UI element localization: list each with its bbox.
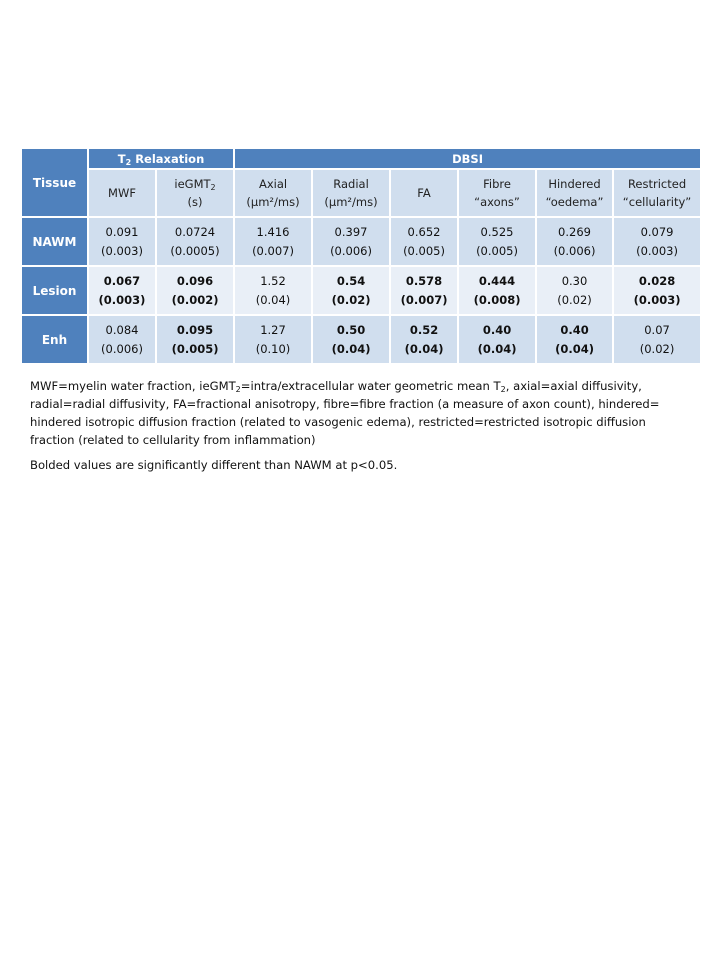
header-group-row [21,148,701,169]
table-cell: 0.652 (0.005) [390,217,458,266]
table-row [21,315,701,364]
t2-relaxation-header: $T_2$ Relaxation [88,148,234,169]
table-cell: 0.397 (0.006) [312,217,390,266]
table-cell: 0.067 (0.003) [88,266,156,315]
tissue-header: Tissue [21,148,88,217]
table-cell: 1.52 (0.04) [234,266,312,315]
abbreviation-note: MWF=myelin water fraction, ieGMT$_2$=intra/extracellular water geometric mean $T_2$, axial=axial diffusivity, radial=radial diffusivity, FA=fractional anisotropy, fibre=fibre fraction (a measure of axon count), hindered= hindered isotropic diffusion fraction (related to vasogenic edema), restricted=restricted isotropic diffusion fraction (related to cellularity from inflammation) [30,379,660,447]
table-cell: 0.084 (0.006) [88,315,156,364]
col-restricted: Restricted “cellularity” [613,169,701,217]
table-cell: 0.07 (0.02) [613,315,701,364]
table-cell: 0.096 (0.002) [156,266,234,315]
row-header: Enh [21,315,88,364]
table-cell: 0.578 (0.007) [390,266,458,315]
table-cell: 0.028 (0.003) [613,266,701,315]
table-row [21,266,701,315]
table-cell: 0.091 (0.003) [88,217,156,266]
header-column-row [21,169,701,217]
table-cell: 0.50 (0.04) [312,315,390,364]
col-fa: FA [390,169,458,217]
table-cell: 0.40 (0.04) [458,315,536,364]
dbsi-header: DBSI [234,148,701,169]
table-cell: 1.416 (0.007) [234,217,312,266]
table-cell: 0.444 (0.008) [458,266,536,315]
table-row [21,217,701,266]
table-cell: 0.095 (0.005) [156,315,234,364]
table-cell: 0.30 (0.02) [536,266,613,315]
col-iegmt2: ieGMT$_2$ (s) [156,169,234,217]
significance-note: Bolded values are significantly different than NAWM at p<0.05. [30,458,398,472]
col-hindered: Hindered “oedema” [536,169,613,217]
col-mwf: MWF [88,169,156,217]
table-cell: 0.40 (0.04) [536,315,613,364]
table-cell: 0.0724 (0.0005) [156,217,234,266]
col-radial: Radial (µm²/ms) [312,169,390,217]
results-table [20,147,702,365]
table-cell: 0.269 (0.006) [536,217,613,266]
col-fibre: Fibre “axons” [458,169,536,217]
table-cell: 0.525 (0.005) [458,217,536,266]
row-header: NAWM [21,217,88,266]
table-footnotes [30,377,690,474]
table-cell: 1.27 (0.10) [234,315,312,364]
table-cell: 0.079 (0.003) [613,217,701,266]
row-header: Lesion [21,266,88,315]
table-cell: 0.52 (0.04) [390,315,458,364]
col-axial: Axial (µm²/ms) [234,169,312,217]
table-cell: 0.54 (0.02) [312,266,390,315]
